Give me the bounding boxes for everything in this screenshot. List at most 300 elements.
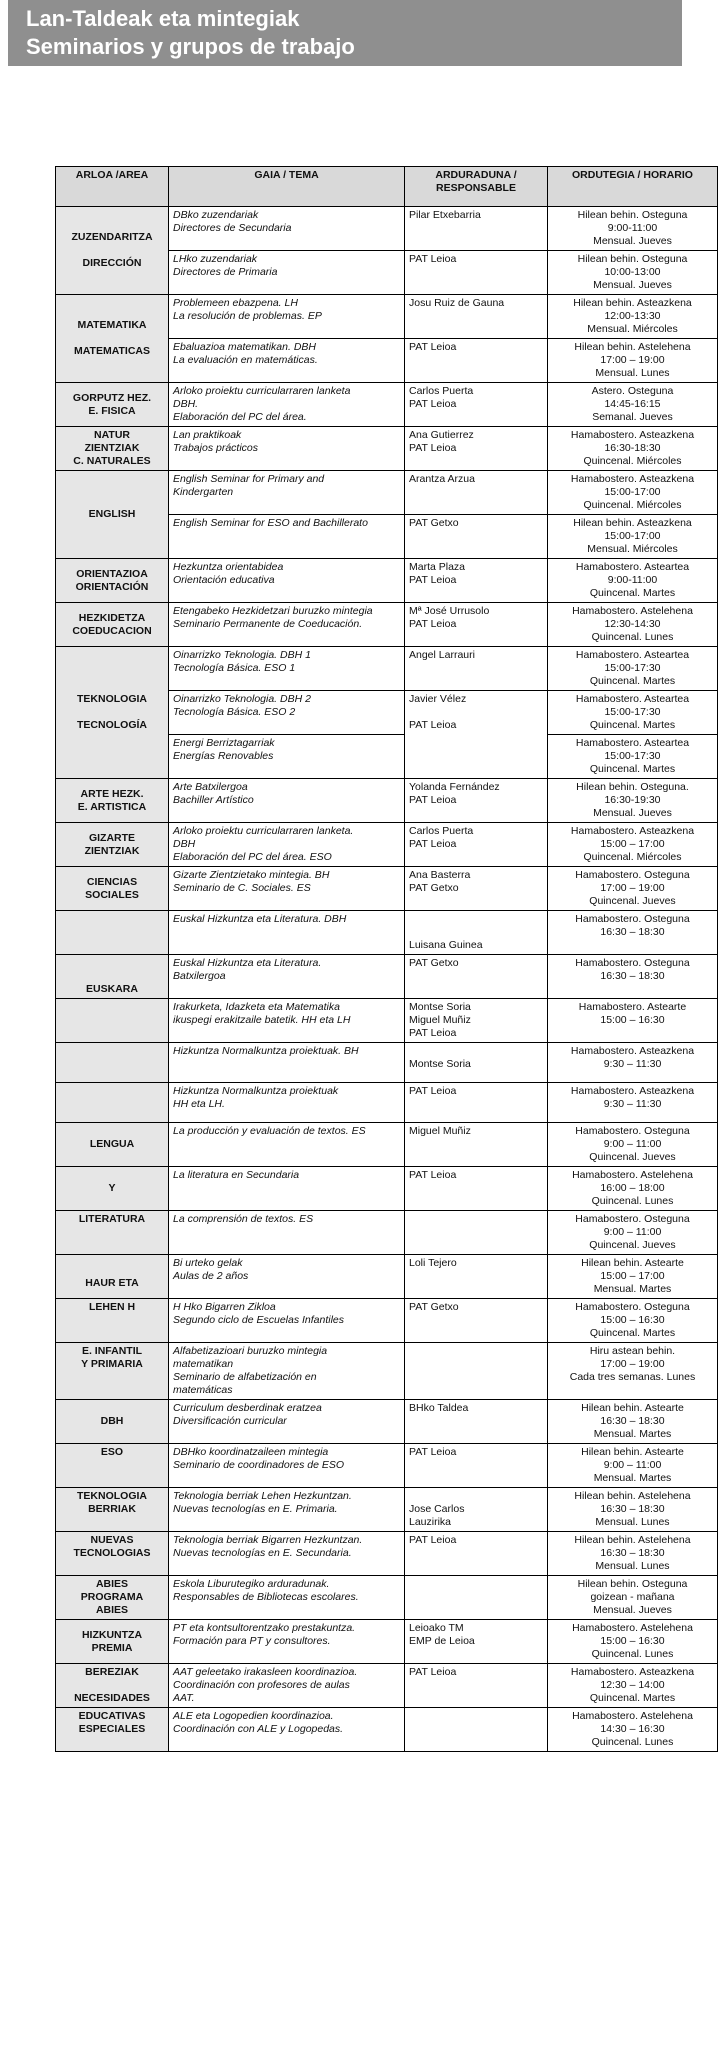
- cell-responsible: [405, 515, 548, 559]
- cell-text-line: Hamabostero. Asteazkena: [570, 1045, 695, 1057]
- cell-responsible: [405, 823, 548, 867]
- cell-schedule: [548, 867, 718, 911]
- cell-area: [56, 647, 169, 779]
- cell-text-line: Hamabostero. Osteguna: [575, 1213, 690, 1225]
- table-row: [56, 999, 718, 1043]
- cell-text-line: Montse Soria: [409, 1001, 471, 1013]
- cell-text-line: EMP de Leioa: [409, 1635, 475, 1647]
- cell-responsible: [405, 1708, 548, 1752]
- cell-text-line: 15:00-17:30: [604, 750, 661, 762]
- cell-text-line: Leioako TM: [409, 1622, 464, 1634]
- cell-text-line: Hamabostero. Osteguna: [575, 957, 690, 969]
- cell-text-line: 12:30 – 14:00: [600, 1679, 665, 1691]
- cell-text-line: Arloko proiektu curricularraren lanketa.: [173, 825, 354, 837]
- cell-text-line: Montse Soria: [409, 1058, 471, 1070]
- table-row: [56, 1444, 718, 1488]
- column-header-topic: GAIA / TEMA: [169, 167, 405, 207]
- cell-responsible: [405, 1620, 548, 1664]
- cell-text-line: Hamabostero. Asteartea: [575, 693, 690, 705]
- cell-responsible: [405, 295, 548, 339]
- cell-responsible: [405, 955, 548, 999]
- cell-area: [56, 1167, 169, 1211]
- cell-text-line: Javier Vélez: [409, 693, 467, 705]
- cell-text-line: Eskola Liburutegiko arduradunak.: [173, 1578, 330, 1590]
- cell-schedule: [548, 1620, 718, 1664]
- cell-schedule: [548, 295, 718, 339]
- cell-responsible: [405, 1255, 548, 1299]
- cell-text-line: ORIENTAZIOA: [76, 567, 148, 580]
- cell-text-line: La comprensión de textos. ES: [173, 1213, 314, 1225]
- cell-area: [56, 1083, 169, 1123]
- cell-text-line: 9:00-11:00: [607, 574, 658, 586]
- cell-text-line: La evaluación en matemáticas.: [173, 354, 318, 366]
- cell-text-line: 15:00 – 16:30: [600, 1014, 665, 1026]
- cell-text-line: TECNOLOGIAS: [73, 1547, 151, 1559]
- cell-text-line: Problemeen ebazpena. LH: [173, 297, 298, 309]
- cell-topic: [169, 823, 405, 867]
- cell-text-line: Bi urteko gelak: [173, 1257, 243, 1269]
- cell-text-line: BERRIAK: [88, 1503, 136, 1515]
- cell-text-line: Loli Tejero: [409, 1257, 457, 1269]
- cell-topic: [169, 779, 405, 823]
- table-row: [56, 1664, 718, 1708]
- cell-text-line: MATEMATIKA: [77, 319, 147, 331]
- table-row: [56, 1123, 718, 1167]
- cell-schedule: [548, 691, 718, 735]
- cell-area: [56, 911, 169, 955]
- cell-text-line: Hamabostero. Asteazkena: [570, 429, 695, 441]
- cell-text-line: SOCIALES: [85, 888, 139, 901]
- cell-text-line: 16:00 – 18:00: [600, 1182, 665, 1194]
- cell-text-line: Hizkuntza Normalkuntza proiektuak. BH: [173, 1045, 359, 1057]
- cell-text-line: PREMIA: [91, 1641, 133, 1654]
- cell-responsible: [405, 251, 548, 295]
- cell-text-line: Ebaluazioa matematikan. DBH: [173, 341, 316, 353]
- cell-text-line: Aulas de 2 años: [173, 1270, 249, 1282]
- cell-text-line: 9:00 – 11:00: [603, 1459, 662, 1471]
- cell-text-line: 9:00 – 11:00: [603, 1226, 662, 1238]
- cell-text-line: 17:00 – 19:00: [600, 1358, 665, 1370]
- cell-text-line: Hamabostero. Asteartea: [575, 737, 690, 749]
- cell-text-line: ABIES: [95, 1604, 129, 1616]
- cell-schedule: [548, 383, 718, 427]
- cell-text-line: BHko Taldea: [409, 1402, 469, 1414]
- cell-text-line: Seminario de alfabetización en: [173, 1371, 317, 1383]
- cell-text-line: COEDUCACION: [72, 624, 152, 637]
- cell-text-line: Mensual. Miércoles: [587, 323, 678, 335]
- cell-topic: [169, 1444, 405, 1488]
- cell-area: [56, 207, 169, 295]
- table-row: [56, 603, 718, 647]
- cell-text-line: Quincenal. Martes: [589, 587, 676, 599]
- cell-text-line: 9:00-11:00: [607, 222, 658, 234]
- cell-text-line: DBH: [100, 1415, 124, 1427]
- cell-text-line: GORPUTZ HEZ.: [72, 391, 152, 404]
- table-row: [56, 1620, 718, 1664]
- cell-responsible: [405, 1664, 548, 1708]
- cell-text-line: Hamabostero. Asteazkena: [570, 1666, 695, 1678]
- cell-responsible: [405, 867, 548, 911]
- table-row: [56, 1532, 718, 1576]
- cell-text-line: Etengabeko Hezkidetzari buruzko mintegia: [173, 605, 373, 617]
- cell-schedule: [548, 559, 718, 603]
- cell-text-line: PAT Leioa: [409, 1027, 457, 1039]
- table-row: [56, 1167, 718, 1211]
- cell-text-line: Elaboración del PC del área.: [173, 411, 307, 423]
- cell-text-line: Hilean behin. Asteazkena: [573, 517, 692, 529]
- cell-text-line: Trabajos prácticos: [173, 442, 259, 454]
- cell-text-line: ikuspegi erakitzaile batetik. HH eta LH: [173, 1014, 351, 1026]
- cell-schedule: [548, 339, 718, 383]
- column-header-schedule: ORDUTEGIA / HORARIO: [548, 167, 718, 207]
- cell-text-line: Hamabostero. Asteartea: [575, 649, 690, 661]
- cell-area: [56, 955, 169, 999]
- cell-text-line: ZUZENDARITZA: [71, 231, 153, 243]
- cell-schedule: [548, 1123, 718, 1167]
- cell-text-line: Elaboración del PC del área. ESO: [173, 851, 332, 863]
- cell-responsible: [405, 383, 548, 427]
- cell-responsible: [405, 779, 548, 823]
- cell-text-line: Quincenal. Miércoles: [583, 499, 682, 511]
- cell-text-line: Seminario de C. Sociales. ES: [173, 882, 311, 894]
- cell-text-line: Energi Berriztagarriak: [173, 737, 275, 749]
- cell-text-line: E. INFANTIL: [81, 1345, 143, 1357]
- cell-text-line: 12:30-14:30: [604, 618, 661, 630]
- cell-text-line: [60, 957, 164, 970]
- cell-area: [56, 1255, 169, 1299]
- cell-text-line: 10:00-13:00: [604, 266, 661, 278]
- cell-topic: [169, 427, 405, 471]
- table-row: [56, 427, 718, 471]
- cell-text-line: [60, 332, 164, 345]
- cell-text-line: Hamabostero. Astelehena: [572, 1622, 693, 1634]
- cell-text-line: Arloko proiektu curricularraren lanketa: [173, 385, 351, 397]
- cell-text-line: Hilean behin. Astearte: [581, 1446, 684, 1458]
- cell-text-line: Quincenal. Lunes: [591, 1195, 674, 1207]
- cell-text-line: Responsables de Bibliotecas escolares.: [173, 1591, 359, 1603]
- cell-text-line: matemáticas: [173, 1384, 233, 1396]
- cell-text-line: Orientación educativa: [173, 574, 275, 586]
- cell-text-line: HH eta LH.: [173, 1098, 225, 1110]
- cell-text-line: PAT Leioa: [409, 1085, 457, 1097]
- cell-text-line: LEHEN H: [88, 1301, 136, 1313]
- cell-text-line: 17:00 – 19:00: [600, 882, 665, 894]
- cell-text-line: DBko zuzendariak: [173, 209, 259, 221]
- cell-text-line: Coordinación con ALE y Logopedas.: [173, 1723, 344, 1735]
- cell-area: [56, 823, 169, 867]
- cell-responsible: [405, 427, 548, 471]
- cell-text-line: Semanal. Jueves: [592, 411, 673, 423]
- cell-area: [56, 1343, 169, 1400]
- cell-text-line: Ana Basterra: [409, 869, 471, 881]
- cell-text-line: LENGUA: [89, 1138, 135, 1150]
- table-row: [56, 1576, 718, 1620]
- cell-text-line: DBHko koordinatzaileen mintegia: [173, 1446, 329, 1458]
- cell-text-line: Tecnología Básica. ESO 2: [173, 706, 296, 718]
- cell-text-line: 9:30 – 11:30: [603, 1098, 662, 1110]
- cell-area: [56, 427, 169, 471]
- cell-text-line: Teknologia berriak Lehen Hezkuntzan.: [173, 1490, 352, 1502]
- cell-text-line: Seminario de coordinadores de ESO: [173, 1459, 345, 1471]
- cell-schedule: [548, 207, 718, 251]
- cell-text-line: Pilar Etxebarria: [409, 209, 481, 221]
- cell-text-line: [409, 926, 543, 939]
- cell-text-line: Hamabostero. Osteguna: [575, 869, 690, 881]
- cell-text-line: PAT Leioa: [409, 398, 457, 410]
- cell-text-line: Hilean behin. Astelehena: [574, 341, 691, 353]
- cell-text-line: Quincenal. Martes: [589, 1692, 676, 1704]
- cell-topic: [169, 1083, 405, 1123]
- cell-text-line: 16:30 – 18:30: [600, 1547, 665, 1559]
- cell-text-line: Carlos Puerta: [409, 385, 474, 397]
- cell-text-line: Quincenal. Martes: [589, 675, 676, 687]
- cell-text-line: 9:00 – 11:00: [603, 1138, 662, 1150]
- cell-text-line: Mensual. Lunes: [595, 367, 670, 379]
- cell-text-line: DBH: [173, 838, 196, 850]
- cell-schedule: [548, 911, 718, 955]
- table-row: [56, 823, 718, 867]
- cell-text-line: Hilean behin. Astearte: [581, 1402, 684, 1414]
- cell-text-line: Quincenal. Jueves: [589, 1151, 676, 1163]
- cell-text-line: Mensual. Miércoles: [587, 543, 678, 555]
- cell-text-line: GIZARTE: [88, 831, 136, 844]
- cell-responsible: [405, 1123, 548, 1167]
- header-bar: [8, 0, 682, 66]
- cell-text-line: [60, 926, 164, 939]
- table-header-row: [56, 167, 718, 207]
- cell-text-line: Hamabostero. Osteguna: [575, 913, 690, 925]
- cell-topic: [169, 911, 405, 955]
- cell-text-line: ORIENTACIÓN: [75, 580, 149, 593]
- cell-text-line: Luisana Guinea: [409, 939, 483, 951]
- cell-text-line: Mensual. Lunes: [595, 1560, 670, 1572]
- cell-area: [56, 1211, 169, 1255]
- cell-text-line: 15:00-17:30: [604, 706, 661, 718]
- cell-schedule: [548, 735, 718, 779]
- cell-text-line: 14:45-16:15: [604, 398, 661, 410]
- table-row: [56, 1343, 718, 1400]
- cell-text-line: 16:30 – 18:30: [600, 926, 665, 938]
- table-row: [56, 207, 718, 251]
- cell-text-line: Marta Plaza: [409, 561, 466, 573]
- cell-text-line: E. ARTISTICA: [77, 800, 147, 813]
- cell-topic: [169, 603, 405, 647]
- cell-text-line: [409, 1490, 543, 1503]
- cell-topic: [169, 647, 405, 691]
- cell-text-line: Quincenal. Martes: [589, 763, 676, 775]
- cell-responsible: [405, 911, 548, 955]
- table-body: [56, 207, 718, 1752]
- cell-text-line: [409, 1345, 543, 1358]
- cell-text-line: ALE eta Logopedien koordinazioa.: [173, 1710, 334, 1722]
- cell-topic: [169, 295, 405, 339]
- cell-text-line: MATEMATICAS: [73, 345, 151, 357]
- cell-text-line: Ana Gutierrez: [409, 429, 474, 441]
- cell-schedule: [548, 1664, 718, 1708]
- cell-text-line: [409, 1213, 543, 1226]
- cell-text-line: Mensual. Jueves: [593, 807, 672, 819]
- cell-topic: [169, 1708, 405, 1752]
- cell-text-line: 16:30 – 18:30: [600, 1503, 665, 1515]
- cell-responsible: [405, 207, 548, 251]
- cell-text-line: PAT Leioa: [409, 253, 457, 265]
- cell-text-line: Quincenal. Lunes: [591, 631, 674, 643]
- cell-text-line: Mensual. Martes: [593, 1428, 672, 1440]
- cell-responsible: [405, 471, 548, 515]
- table-row: [56, 383, 718, 427]
- cell-text-line: Jose Carlos: [409, 1503, 465, 1515]
- cell-text-line: [409, 706, 543, 719]
- cell-text-line: 15:00 – 17:00: [600, 838, 665, 850]
- cell-responsible: [405, 1167, 548, 1211]
- cell-text-line: PAT Leioa: [409, 1534, 457, 1546]
- cell-text-line: [60, 970, 164, 983]
- table-row: [56, 1043, 718, 1083]
- cell-text-line: Euskal Hizkuntza eta Literatura.: [173, 957, 322, 969]
- cell-text-line: Mensual. Lunes: [595, 1516, 670, 1528]
- cell-text-line: Quincenal. Martes: [589, 1327, 676, 1339]
- cell-schedule: [548, 1255, 718, 1299]
- cell-topic: [169, 1123, 405, 1167]
- cell-text-line: Energías Renovables: [173, 750, 274, 762]
- cell-text-line: Y PRIMARIA: [81, 1358, 143, 1370]
- cell-text-line: 16:30 – 18:30: [600, 1415, 665, 1427]
- cell-area: [56, 1400, 169, 1444]
- cell-schedule: [548, 955, 718, 999]
- table-row: [56, 779, 718, 823]
- cell-schedule: [548, 1043, 718, 1083]
- cell-text-line: 9:30 – 11:30: [603, 1058, 662, 1070]
- cell-area: [56, 1123, 169, 1167]
- cell-responsible: [405, 1043, 548, 1083]
- cell-topic: [169, 1532, 405, 1576]
- cell-text-line: HAUR ETA: [85, 1276, 139, 1289]
- cell-text-line: Miguel Muñiz: [409, 1125, 471, 1137]
- cell-text-line: Mensual. Martes: [593, 1283, 672, 1295]
- cell-text-line: H Hko Bigarren Zikloa: [173, 1301, 276, 1313]
- table-row: [56, 955, 718, 999]
- cell-schedule: [548, 1343, 718, 1400]
- cell-text-line: Hilean behin. Osteguna: [577, 1578, 688, 1590]
- cell-text-line: 14:30 – 16:30: [600, 1723, 665, 1735]
- cell-topic: [169, 955, 405, 999]
- cell-text-line: English Seminar for ESO and Bachillerato: [173, 517, 368, 529]
- cell-schedule: [548, 1488, 718, 1532]
- page-title: Lan-Taldeak eta mintegiak: [26, 6, 300, 31]
- cell-topic: [169, 559, 405, 603]
- cell-schedule: [548, 515, 718, 559]
- cell-topic: [169, 207, 405, 251]
- cell-topic: [169, 1255, 405, 1299]
- cell-text-line: 12:00-13:30: [604, 310, 661, 322]
- cell-topic: [169, 1576, 405, 1620]
- cell-topic: [169, 867, 405, 911]
- cell-text-line: Quincenal. Martes: [589, 719, 676, 731]
- cell-responsible: [405, 1576, 548, 1620]
- cell-text-line: Oinarrizko Teknologia. DBH 1: [173, 649, 311, 661]
- table-row: [56, 867, 718, 911]
- cell-text-line: Hamabostero. Asteazkena: [570, 1085, 695, 1097]
- cell-text-line: [60, 1264, 164, 1277]
- cell-text-line: Mensual. Martes: [593, 1472, 672, 1484]
- cell-text-line: PAT Leioa: [409, 1169, 457, 1181]
- cell-text-line: ESO: [100, 1446, 124, 1458]
- cell-topic: [169, 1211, 405, 1255]
- cell-text-line: 15:00-17:30: [604, 662, 661, 674]
- cell-text-line: matematikan: [173, 1358, 234, 1370]
- cell-topic: [169, 1343, 405, 1400]
- table-row: [56, 471, 718, 515]
- cell-text-line: Hilean behin. Astelehena: [574, 1490, 691, 1502]
- cell-text-line: ARTE HEZK.: [80, 787, 144, 800]
- cell-area: [56, 867, 169, 911]
- cell-text-line: PAT Getxo: [409, 957, 459, 969]
- cell-text-line: TECNOLOGÍA: [77, 719, 147, 731]
- cell-text-line: Hamabostero. Astelehena: [572, 605, 693, 617]
- cell-text-line: Segundo ciclo de Escuelas Infantiles: [173, 1314, 345, 1326]
- cell-text-line: ESPECIALES: [78, 1723, 146, 1735]
- cell-text-line: LHko zuzendariak: [173, 253, 258, 265]
- cell-responsible: [405, 647, 548, 691]
- cell-text-line: Formación para PT y consultores.: [173, 1635, 331, 1647]
- cell-text-line: [60, 244, 164, 257]
- cell-text-line: Miguel Muñiz: [409, 1014, 471, 1026]
- cell-schedule: [548, 647, 718, 691]
- cell-text-line: NUEVAS: [90, 1534, 134, 1546]
- cell-text-line: English Seminar for Primary and: [173, 473, 325, 485]
- table-row: [56, 1255, 718, 1299]
- cell-schedule: [548, 1532, 718, 1576]
- cell-text-line: Irakurketa, Idazketa eta Matematika: [173, 1001, 340, 1013]
- table-row: [56, 911, 718, 955]
- cell-topic: [169, 999, 405, 1043]
- cell-text-line: PAT Leioa: [409, 794, 457, 806]
- cell-text-line: Josu Ruiz de Gauna: [409, 297, 505, 309]
- cell-area: [56, 1576, 169, 1620]
- cell-text-line: [60, 1014, 164, 1027]
- cell-text-line: 16:30 – 18:30: [600, 970, 665, 982]
- cell-schedule: [548, 1708, 718, 1752]
- cell-text-line: Hamabostero. Asteartea: [575, 561, 690, 573]
- cell-responsible: [405, 1211, 548, 1255]
- cell-topic: [169, 471, 405, 515]
- cell-text-line: NECESIDADES: [74, 1692, 150, 1704]
- table-row: [56, 1488, 718, 1532]
- cell-text-line: DIRECCIÓN: [82, 257, 142, 269]
- cell-text-line: ZIENTZIAK: [84, 844, 140, 857]
- cell-text-line: Hamabostero. Astearte: [578, 1001, 687, 1013]
- cell-text-line: PAT Getxo: [409, 517, 459, 529]
- cell-schedule: [548, 1444, 718, 1488]
- cell-responsible: [405, 999, 548, 1043]
- cell-text-line: 16:30-18:30: [604, 442, 661, 454]
- cell-text-line: Arte Batxilergoa: [173, 781, 248, 793]
- cell-text-line: Quincenal. Miércoles: [583, 455, 682, 467]
- cell-responsible: [405, 339, 548, 383]
- cell-text-line: Arantza Arzua: [409, 473, 475, 485]
- cell-topic: [169, 1620, 405, 1664]
- cell-topic: [169, 1299, 405, 1343]
- cell-text-line: La producción y evaluación de textos. ES: [173, 1125, 366, 1137]
- cell-text-line: PAT Leioa: [409, 341, 457, 353]
- cell-text-line: Nuevas tecnologías en E. Secundaria.: [173, 1547, 352, 1559]
- cell-text-line: LITERATURA: [78, 1213, 146, 1225]
- cell-schedule: [548, 427, 718, 471]
- cell-area: [56, 383, 169, 427]
- cell-text-line: PT eta kontsultorentzako prestakuntza.: [173, 1622, 356, 1634]
- cell-topic: [169, 251, 405, 295]
- cell-area: [56, 1664, 169, 1708]
